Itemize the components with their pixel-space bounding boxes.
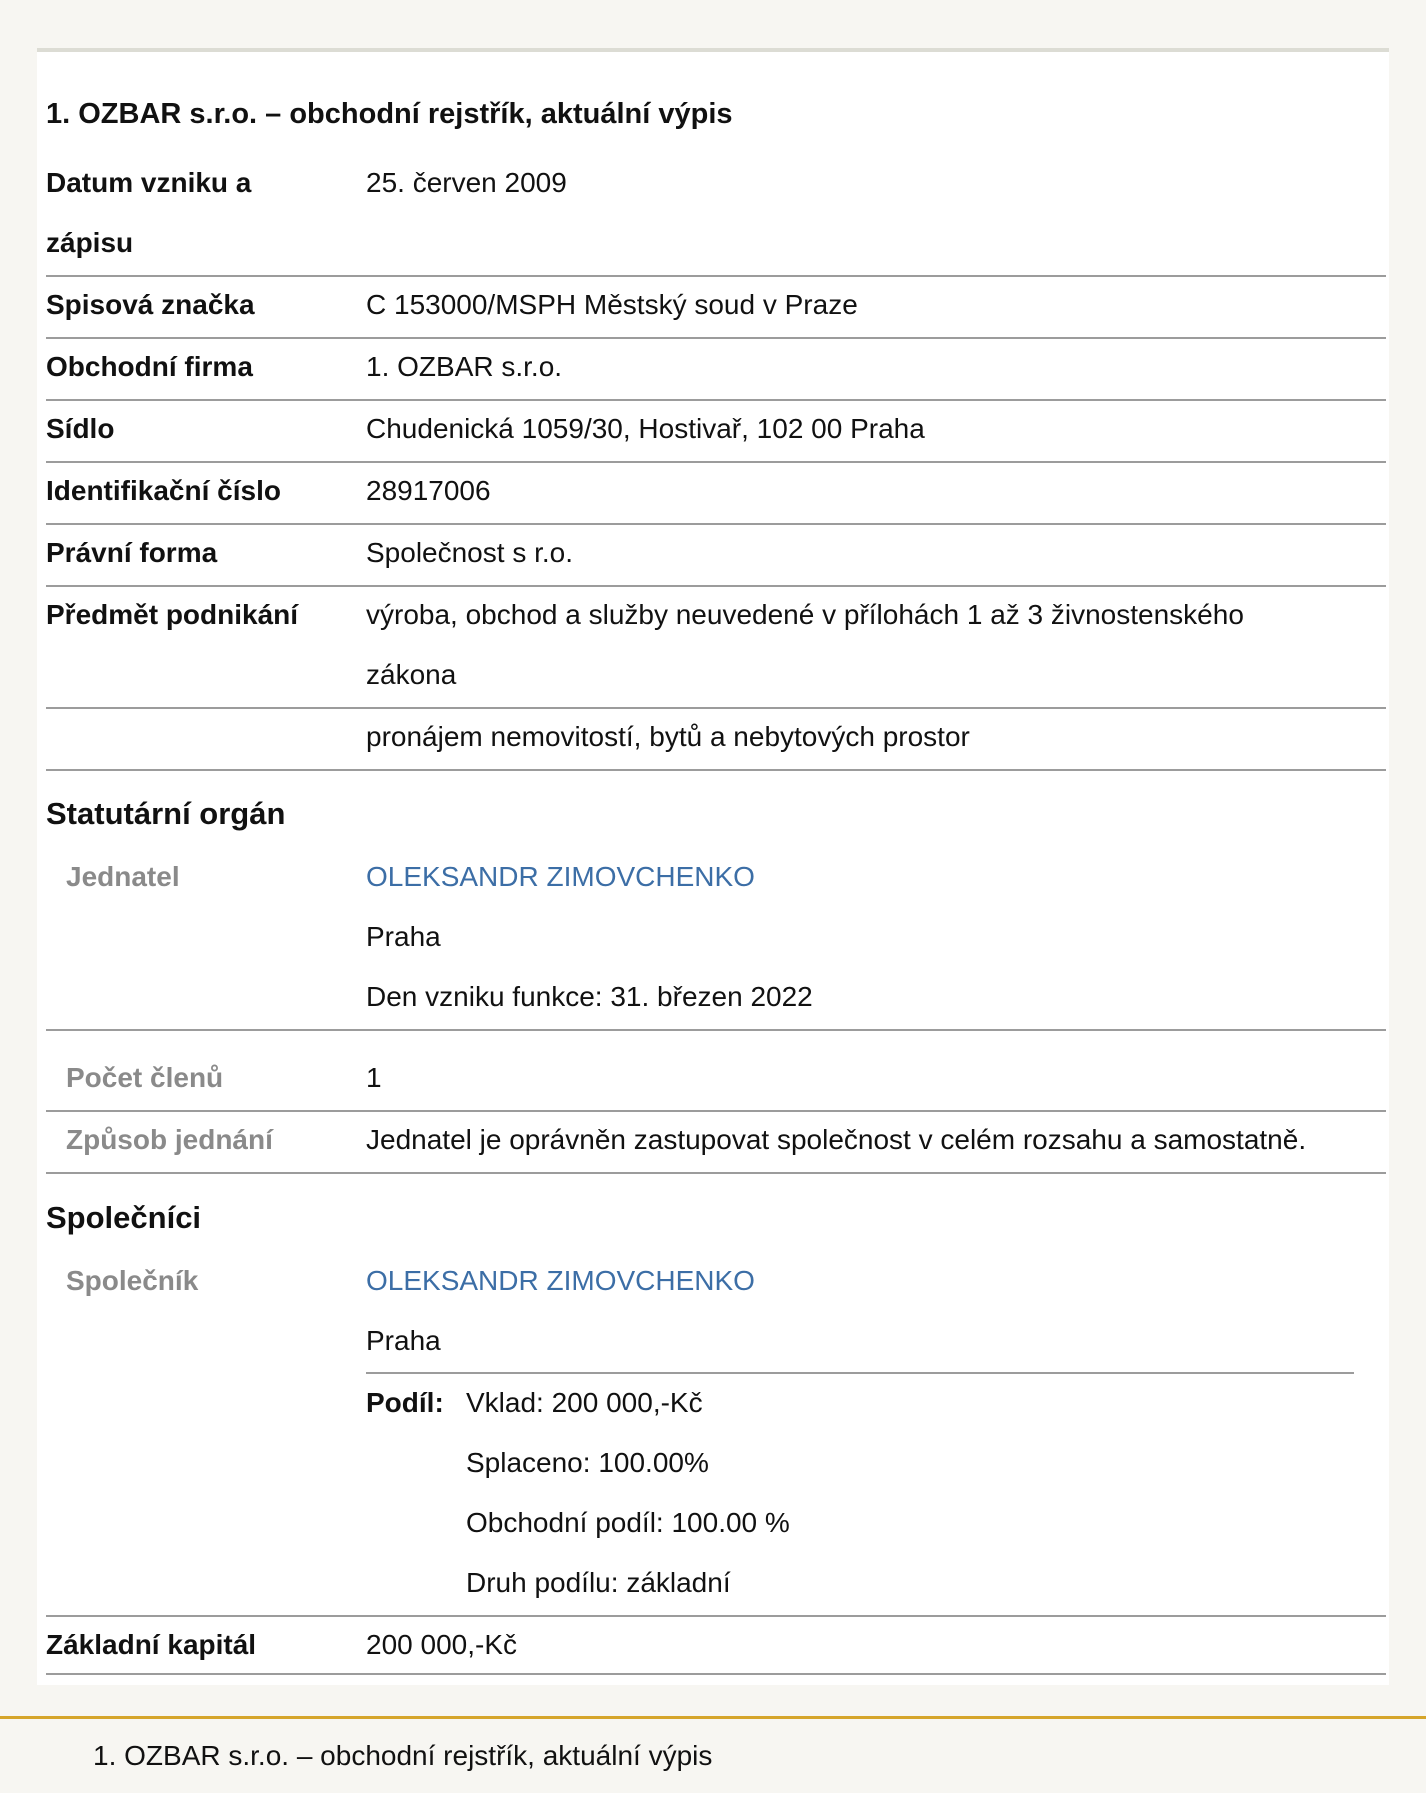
value-obchodni-podil: Obchodní podíl: 100.00 %: [466, 1507, 790, 1538]
divider: [46, 461, 1386, 463]
divider: [46, 275, 1386, 277]
divider: [46, 337, 1386, 339]
value-splaceno: Splaceno: 100.00%: [466, 1447, 709, 1478]
value-spisova: C 153000/MSPH Městský soud v Praze: [366, 289, 858, 320]
value-ico: 28917006: [366, 475, 491, 506]
label-sidlo: Sídlo: [46, 413, 115, 444]
value-zpusob-jednani: Jednatel je oprávněn zastupovat společnost v celém rozsahu a samostatně.: [366, 1124, 1307, 1155]
label-jednatel: Jednatel: [66, 861, 180, 892]
value-sidlo: Chudenická 1059/30, Hostivař, 102 00 Praha: [366, 413, 925, 444]
bottom-divider: [46, 1673, 1386, 1675]
divider: [46, 707, 1386, 709]
register-extract-card: [37, 48, 1389, 1685]
divider: [46, 1172, 1386, 1174]
value-zakladni-kapital: 200 000,-Kč: [366, 1629, 517, 1660]
footer-text: 1. OZBAR s.r.o. – obchodní rejstřík, aktuální výpis: [93, 1740, 713, 1771]
section-heading-spolecnici: Společníci: [46, 1200, 202, 1235]
value-datum: 25. červen 2009: [366, 167, 567, 198]
divider: [46, 523, 1386, 525]
value-jednatel-city: Praha: [366, 921, 441, 952]
value-pravni-forma: Společnost s r.o.: [366, 537, 574, 568]
value-spolecnik-city: Praha: [366, 1325, 441, 1356]
label-predmet: Předmět podnikání: [46, 599, 299, 630]
value-predmet-1-line2: zákona: [366, 659, 457, 690]
label-datum-line1: Datum vzniku a: [46, 167, 252, 198]
label-ico: Identifikační číslo: [46, 475, 281, 506]
value-vklad: Vklad: 200 000,-Kč: [466, 1387, 703, 1418]
value-druh-podilu: Druh podílu: základní: [466, 1567, 731, 1598]
divider: [46, 1110, 1386, 1112]
divider: [46, 1029, 1386, 1031]
page-title: 1. OZBAR s.r.o. – obchodní rejstřík, aktuální výpis: [46, 98, 733, 130]
divider-podil: [366, 1372, 1354, 1374]
footer-bar: [0, 1716, 1426, 1793]
link-jednatel-name[interactable]: OLEKSANDR ZIMOVCHENKO: [366, 861, 755, 892]
label-pravni-forma: Právní forma: [46, 537, 218, 568]
label-pocet-clenu: Počet členů: [66, 1062, 224, 1093]
value-predmet-2: pronájem nemovitostí, bytů a nebytových prostor: [366, 721, 970, 752]
label-zakladni-kapital: Základní kapitál: [46, 1629, 257, 1660]
value-pocet-clenu: 1: [366, 1062, 382, 1093]
value-jednatel-since: Den vzniku funkce: 31. březen 2022: [366, 981, 813, 1012]
label-datum-line2: zápisu: [46, 227, 134, 258]
label-spisova: Spisová značka: [46, 289, 255, 320]
divider: [46, 1615, 1386, 1617]
label-zpusob-jednani: Způsob jednání: [66, 1124, 273, 1155]
value-firma: 1. OZBAR s.r.o.: [366, 351, 563, 382]
section-heading-statutarni-organ: Statutární orgán: [46, 796, 286, 831]
link-spolecnik-name[interactable]: OLEKSANDR ZIMOVCHENKO: [366, 1265, 755, 1296]
divider: [46, 769, 1386, 771]
divider: [46, 399, 1386, 401]
divider: [46, 585, 1386, 587]
label-podil: Podíl:: [366, 1387, 444, 1418]
label-firma: Obchodní firma: [46, 351, 253, 382]
label-spolecnik: Společník: [66, 1265, 199, 1296]
value-predmet-1-line1: výroba, obchod a služby neuvedené v přílohách 1 až 3 živnostenského: [366, 599, 1244, 630]
